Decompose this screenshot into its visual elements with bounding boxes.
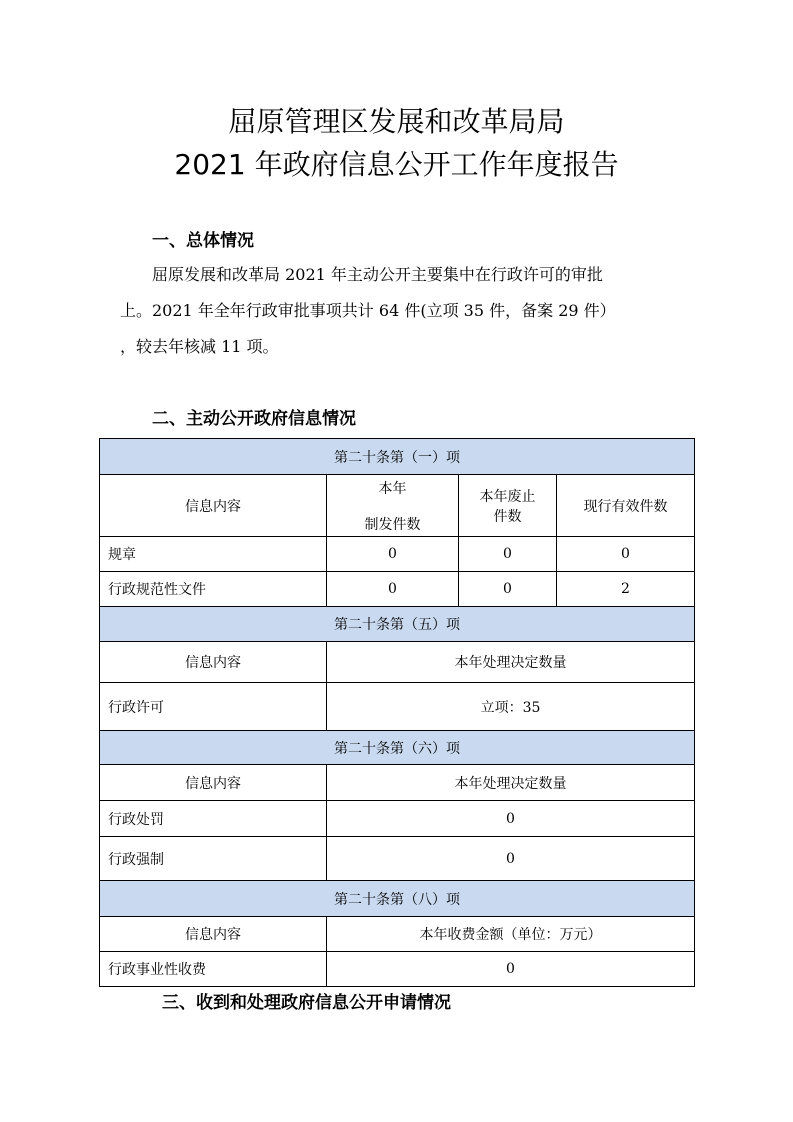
article-6-title: 第二十条第（六）项	[100, 731, 695, 765]
header-issued-line1: 本年	[378, 480, 407, 497]
table-header-row	[100, 765, 695, 801]
row-issued: 0	[327, 537, 459, 572]
report-title-line1: 屈原管理区发展和改革局局	[228, 105, 565, 138]
table-row	[100, 837, 695, 881]
row-label: 行政强制	[100, 837, 327, 881]
section2-heading: 二、主动公开政府信息情况	[152, 409, 356, 429]
header-decision-count: 本年处理决定数量	[327, 642, 695, 683]
row-value: 0	[327, 837, 695, 881]
table-section-header	[100, 731, 695, 765]
table-section-header	[100, 881, 695, 917]
table-section-header	[100, 607, 695, 642]
header-abolished-text: 本年废止件数	[479, 488, 536, 525]
section1-para-line1: 屈原发展和改革局 2021 年主动公开主要集中在行政许可的审批	[152, 265, 603, 284]
table-row	[100, 801, 695, 837]
section1-para-line3: ，较去年核减 11 项。	[120, 337, 279, 356]
article-5-title: 第二十条第（五）项	[100, 607, 695, 642]
row-valid: 2	[557, 572, 695, 607]
table-row	[100, 683, 695, 731]
table-row	[100, 952, 695, 987]
row-label: 行政规范性文件	[100, 572, 327, 607]
table-row	[100, 572, 695, 607]
header-issued	[327, 475, 459, 537]
table-header-row	[100, 642, 695, 683]
report-title-line2: 2021 年政府信息公开工作年度报告	[174, 148, 619, 181]
row-abolished: 0	[459, 537, 557, 572]
row-label: 规章	[100, 537, 327, 572]
section3-heading: 三、收到和处理政府信息公开申请情况	[162, 993, 451, 1013]
header-abolished	[459, 475, 557, 537]
row-valid: 0	[557, 537, 695, 572]
table-section-header	[100, 439, 695, 475]
section1-para-line2: 上。2021 年全年行政审批事项共计 64 件(立项 35 件，备案 29 件）	[120, 301, 616, 320]
row-issued: 0	[327, 572, 459, 607]
row-label: 行政处罚	[100, 801, 327, 837]
header-valid: 现行有效件数	[557, 475, 695, 537]
row-value: 立项：35	[327, 683, 695, 731]
header-info-content: 信息内容	[100, 475, 327, 537]
header-issued-line2: 制发件数	[364, 516, 421, 533]
table-header-row	[100, 917, 695, 952]
header-info-content: 信息内容	[100, 917, 327, 952]
row-label: 行政事业性收费	[100, 952, 327, 987]
header-fee-amount: 本年收费金额（单位：万元）	[327, 917, 695, 952]
article-8-title: 第二十条第（八）项	[100, 881, 695, 917]
header-info-content: 信息内容	[100, 765, 327, 801]
row-value: 0	[327, 952, 695, 987]
table-row	[100, 537, 695, 572]
disclosure-table	[99, 438, 695, 987]
header-info-content: 信息内容	[100, 642, 327, 683]
table-header-row	[100, 475, 695, 537]
article-1-title: 第二十条第（一）项	[100, 439, 695, 475]
section1-heading: 一、总体情况	[152, 231, 254, 251]
row-value: 0	[327, 801, 695, 837]
row-abolished: 0	[459, 572, 557, 607]
row-label: 行政许可	[100, 683, 327, 731]
header-decision-count: 本年处理决定数量	[327, 765, 695, 801]
